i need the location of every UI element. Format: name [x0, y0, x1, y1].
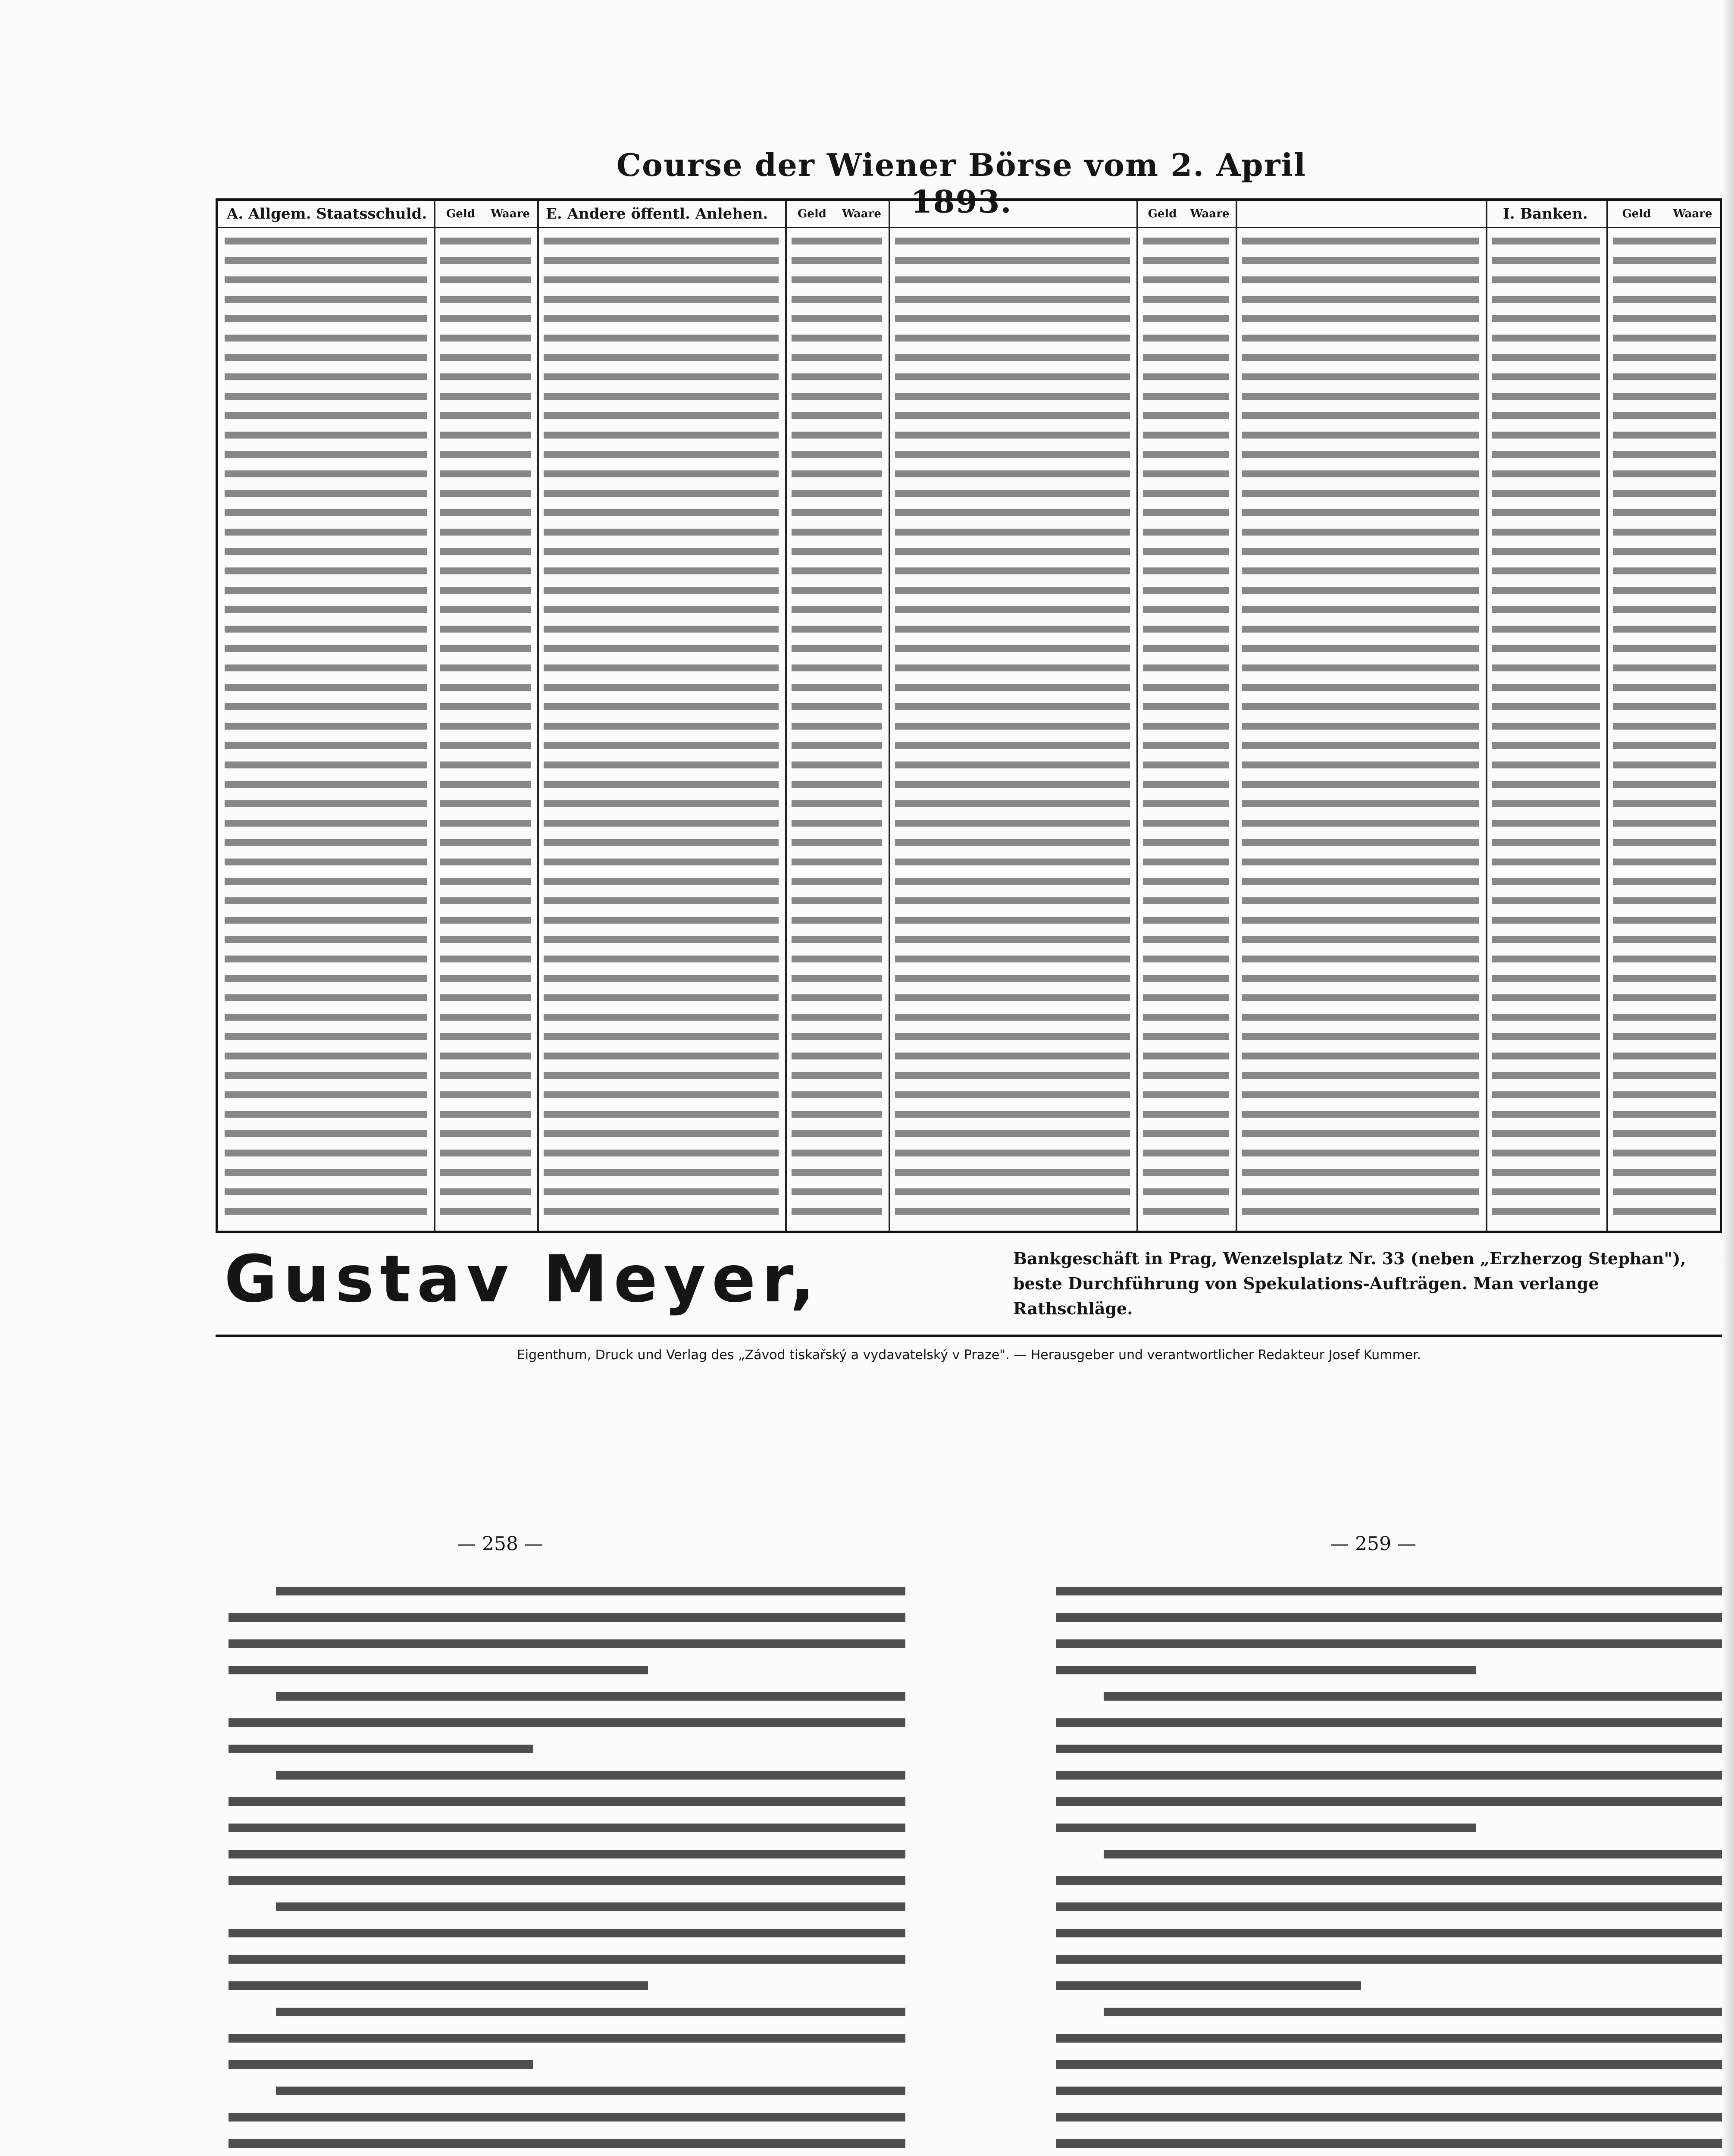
column-header-waare: Waare	[1673, 207, 1712, 220]
advertiser-name: Gustav Meyer,	[224, 1242, 821, 1317]
column-divider	[434, 201, 435, 1231]
page-number-right: — 259 —	[1330, 1533, 1416, 1555]
column-divider	[1236, 201, 1237, 1231]
stock-table	[216, 198, 1722, 1233]
advertisement-text: Bankgeschäft in Prag, Wenzelsplatz Nr. 33 (neben „Erzherzog Stephan"), beste Durchführung von Spekulations-Aufträgen. Man verlange Rathschläge.	[1013, 1249, 1686, 1318]
price-rows-block	[1143, 233, 1229, 1225]
section-heading: E. Andere öffentl. Anlehen.	[546, 205, 768, 222]
price-rows-block	[792, 233, 882, 1225]
page-edge-shadow	[1722, 0, 1734, 2156]
table-rows-block	[895, 233, 1130, 1225]
column-header-waare: Waare	[1190, 207, 1230, 220]
text-column-right	[1056, 1587, 1733, 2156]
section-heading: I. Banken.	[1503, 205, 1588, 222]
price-rows-block	[1613, 233, 1716, 1225]
column-divider	[785, 201, 787, 1231]
column-header-waare: Waare	[842, 207, 881, 220]
section-heading: A. Allgem. Staatsschuld.	[227, 205, 427, 222]
table-rows-block	[225, 233, 427, 1225]
page-title: Course der Wiener Börse vom 2. April 1893.	[616, 147, 1307, 220]
advertisement	[216, 1238, 1722, 1337]
table-rows-block	[1492, 233, 1600, 1225]
column-divider	[1486, 201, 1487, 1231]
column-divider	[1136, 201, 1138, 1231]
column-divider	[889, 201, 890, 1231]
table-rows-block	[544, 233, 779, 1225]
text-column-left	[228, 1587, 905, 2156]
page-number-left: — 258 —	[457, 1533, 543, 1555]
table-header-rule	[218, 227, 1720, 228]
column-header-geld: Geld	[446, 207, 475, 220]
column-header-geld: Geld	[798, 207, 826, 220]
column-header-geld: Geld	[1622, 207, 1651, 220]
imprint-line: Eigenthum, Druck und Verlag des „Závod tiskařský a vydavatelský v Praze". — Herausgeber und verantwortlicher Redakteur Josef Kummer.	[516, 1348, 1421, 1363]
table-rows-block	[1242, 233, 1479, 1225]
column-header-waare: Waare	[491, 207, 530, 220]
column-divider	[1606, 201, 1608, 1231]
price-rows-block	[440, 233, 531, 1225]
column-divider	[537, 201, 539, 1231]
column-header-geld: Geld	[1148, 207, 1177, 220]
